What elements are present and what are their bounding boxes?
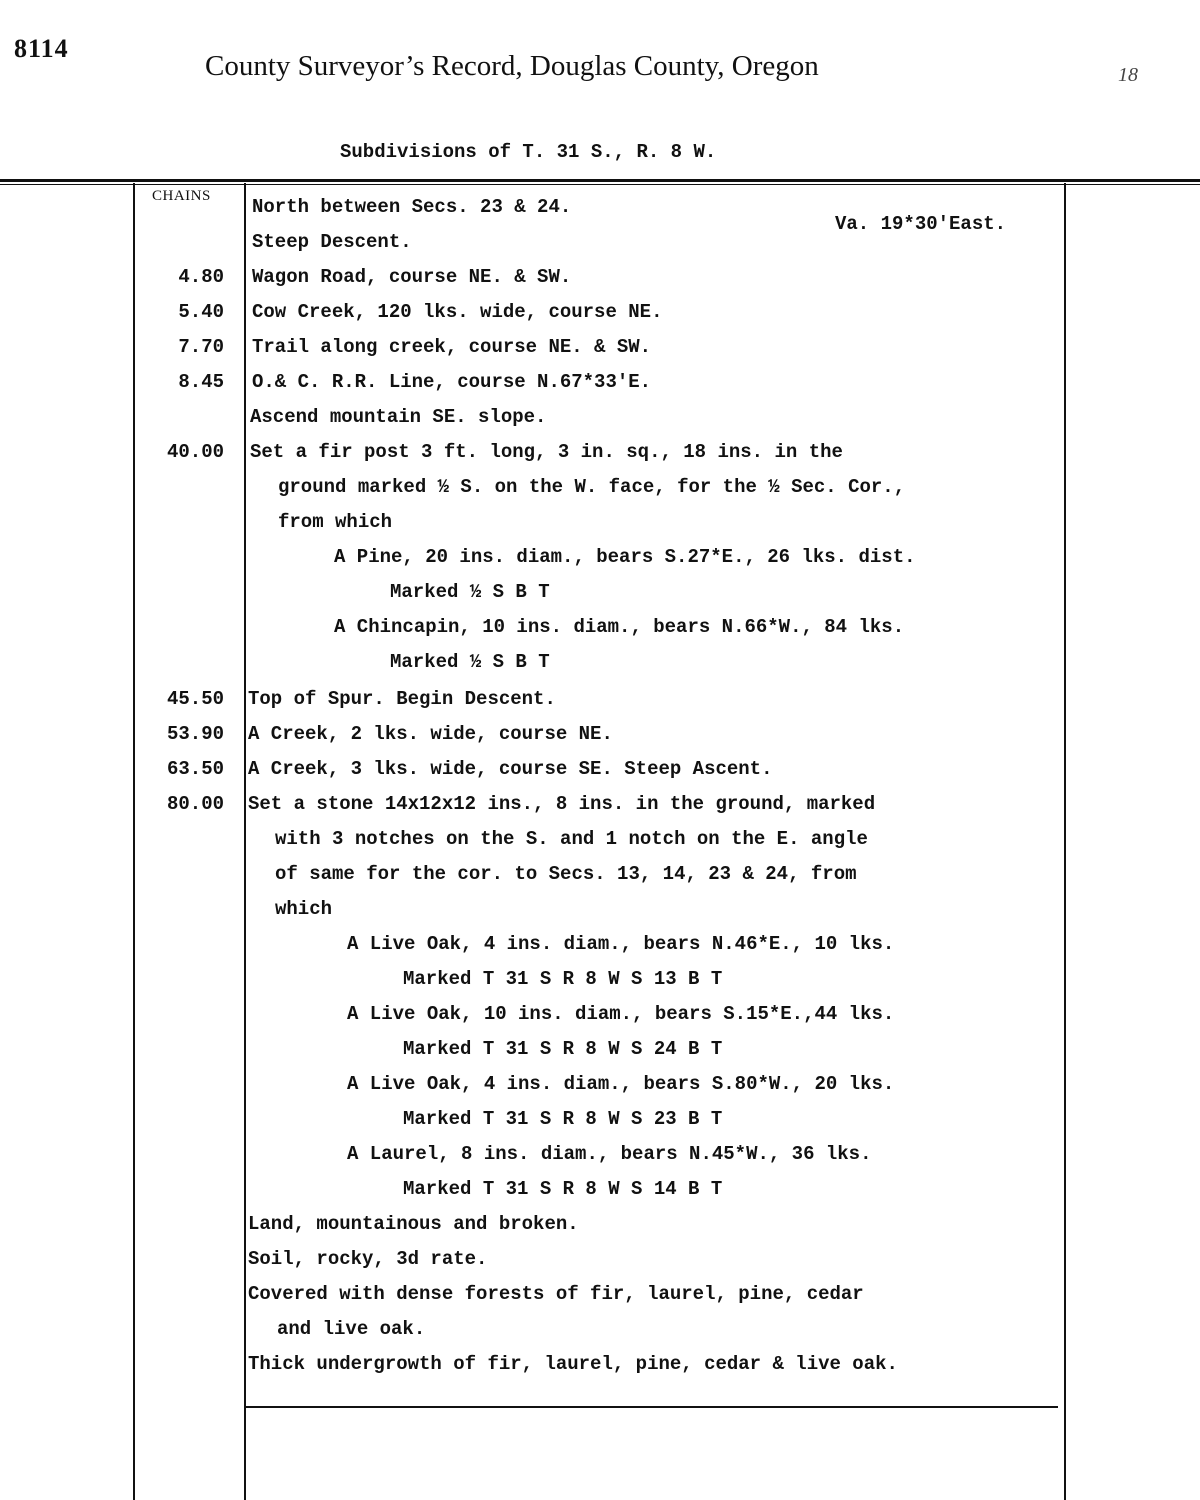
chain-distance: 63.50 [166,758,224,780]
entry-line: Marked T 31 S R 8 W S 14 B T [403,1178,723,1200]
chain-distance: 8.45 [178,371,224,393]
column-divider-right [1064,183,1066,1500]
chain-distance: 53.90 [166,723,224,745]
entry-line: Steep Descent. [252,231,412,253]
entry-line: Ascend mountain SE. slope. [250,406,547,428]
column-divider-left [133,183,135,1500]
entry-line: from which [278,511,393,533]
entry-line: A Creek, 3 lks. wide, course SE. Steep Ascent. [248,758,773,780]
entry-line: Marked T 31 S R 8 W S 23 B T [403,1108,723,1130]
page-title: County Surveyor’s Record, Douglas County, Oregon [205,50,819,82]
column-divider-middle [244,183,246,1500]
entry-line: Set a stone 14x12x12 ins., 8 ins. in the ground, marked [248,793,876,815]
top-rule [0,179,1200,182]
entry-line: Top of Spur. Begin Descent. [248,688,556,710]
entry-line: A Live Oak, 10 ins. diam., bears S.15*E.,44 lks. [347,1003,895,1025]
entry-line: Marked ½ S B T [390,651,550,673]
chain-distance: 4.80 [178,266,224,288]
entry-line: A Creek, 2 lks. wide, course NE. [248,723,613,745]
entry-line: Soil, rocky, 3d rate. [248,1248,488,1270]
entry-line: Marked ½ S B T [390,581,550,603]
chain-distance: 45.50 [166,688,224,710]
entry-line: Marked T 31 S R 8 W S 24 B T [403,1038,723,1060]
entry-line: A Chincapin, 10 ins. diam., bears N.66*W., 84 lks. [334,616,905,638]
entry-line: Wagon Road, course NE. & SW. [252,266,572,288]
entry-line: O.& C. R.R. Line, course N.67*33'E. [252,371,652,393]
entry-line: with 3 notches on the S. and 1 notch on the E. angle [275,828,868,850]
chain-distance: 7.70 [178,336,224,358]
page-mark: 18 [1118,64,1138,86]
chains-column-header: CHAINS [152,188,211,204]
entry-line: Cow Creek, 120 lks. wide, course NE. [252,301,663,323]
entry-line: North between Secs. 23 & 24. [252,196,572,218]
entry-line: and live oak. [277,1318,426,1340]
entry-line: ground marked ½ S. on the W. face, for the ½ Sec. Cor., [278,476,906,498]
chain-distance: 5.40 [178,301,224,323]
entry-line: Land, mountainous and broken. [248,1213,579,1235]
chain-distance: 80.00 [166,793,224,815]
entry-line: A Live Oak, 4 ins. diam., bears S.80*W., 20 lks. [347,1073,895,1095]
chain-distance: 40.00 [166,441,224,463]
entry-end-rule [246,1406,1058,1408]
top-rule-thin [0,184,1200,185]
entry-line: which [275,898,333,920]
entry-line: of same for the cor. to Secs. 13, 14, 23 & 24, from [275,863,857,885]
entry-line: Set a fir post 3 ft. long, 3 in. sq., 18 ins. in the [250,441,843,463]
page-number: 8114 [14,34,69,63]
entry-line: A Pine, 20 ins. diam., bears S.27*E., 26 lks. dist. [334,546,916,568]
entry-line: A Laurel, 8 ins. diam., bears N.45*W., 36 lks. [347,1143,872,1165]
entry-line: A Live Oak, 4 ins. diam., bears N.46*E., 10 lks. [347,933,895,955]
entry-line: Thick undergrowth of fir, laurel, pine, cedar & live oak. [248,1353,898,1375]
entry-line: Trail along creek, course NE. & SW. [252,336,652,358]
magnetic-variation: Va. 19*30'East. [835,213,1007,235]
entry-line: Covered with dense forests of fir, laurel, pine, cedar [248,1283,864,1305]
entry-line: Marked T 31 S R 8 W S 13 B T [403,968,723,990]
subtitle: Subdivisions of T. 31 S., R. 8 W. [340,141,717,163]
